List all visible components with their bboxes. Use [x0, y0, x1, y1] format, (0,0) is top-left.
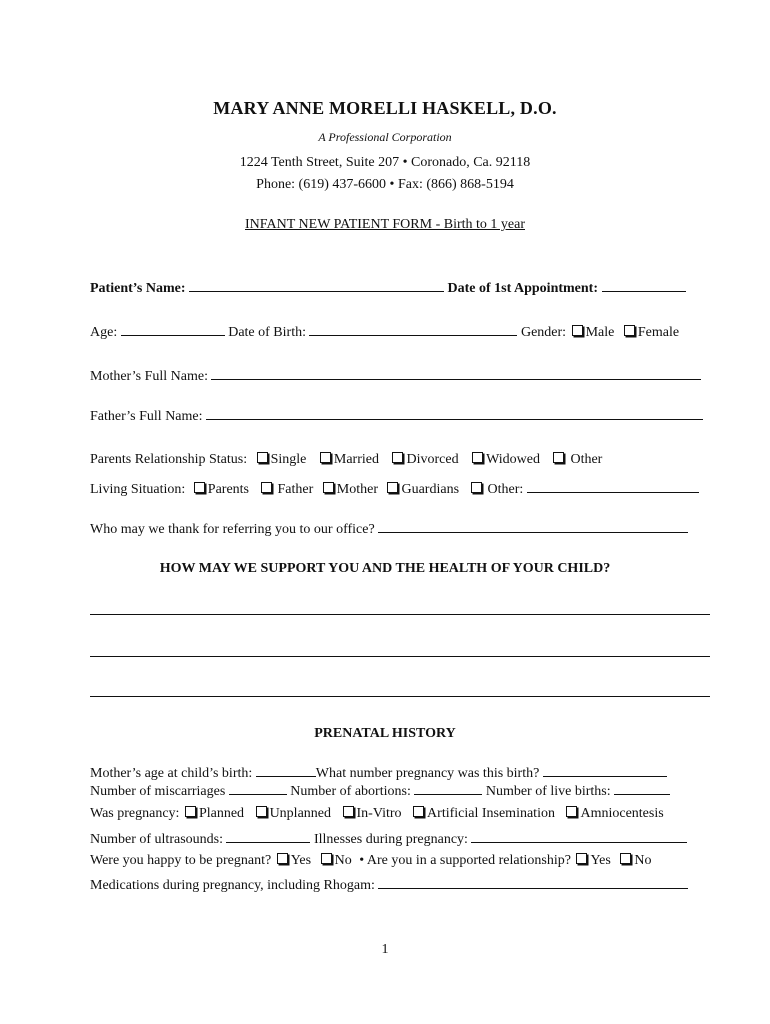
medications-field[interactable] [378, 876, 688, 889]
referral-row [90, 520, 720, 538]
supported-no-label: No [634, 853, 652, 868]
planned-label: Planned [198, 806, 245, 821]
divorced-label: Divorced [406, 452, 459, 467]
patient-name-field[interactable] [189, 279, 444, 292]
father-checkbox[interactable] [261, 482, 272, 493]
support-answer-line-2[interactable] [90, 656, 710, 657]
other-living-label: Other: [487, 482, 524, 497]
amniocentesis-checkbox[interactable] [566, 806, 577, 817]
patient-name-row [90, 279, 720, 297]
referral-label: Who may we thank for referring you to our office? [90, 522, 375, 537]
relationship-label: Parents Relationship Status: [90, 452, 248, 467]
mother-name-label: Mother’s Full Name: [90, 369, 208, 384]
planned-checkbox[interactable] [185, 806, 196, 817]
other-living-checkbox[interactable] [471, 482, 482, 493]
widowed-label: Widowed [486, 452, 540, 467]
medications-label: Medications during pregnancy, including Rhogam: [90, 878, 375, 893]
referral-field[interactable] [378, 520, 688, 533]
guardians-checkbox[interactable] [387, 482, 398, 493]
living-row [90, 480, 720, 498]
abortions-label: Number of abortions: [290, 784, 411, 799]
first-appointment-label: Date of 1st Appointment: [447, 281, 599, 296]
artificial-insemination-label: Artificial Insemination [427, 806, 555, 821]
first-appointment-field[interactable] [602, 279, 686, 292]
support-answer-line-1[interactable] [90, 614, 710, 615]
mother-age-row [90, 764, 720, 782]
practice-subtitle: A Professional Corporation [318, 130, 452, 144]
was-pregnancy-row [90, 806, 720, 822]
guardians-label: Guardians [401, 482, 460, 497]
single-checkbox[interactable] [257, 452, 268, 463]
age-dob-gender-row [90, 323, 720, 341]
father-name-row [90, 407, 720, 425]
mother-name-row [90, 367, 720, 385]
prenatal-heading: PRENATAL HISTORY [314, 726, 456, 741]
miscarriages-label: Number of miscarriages [90, 784, 226, 799]
miscarriages-row [90, 782, 720, 800]
miscarriages-field[interactable] [229, 782, 287, 795]
abortions-field[interactable] [414, 782, 482, 795]
age-field[interactable] [121, 323, 225, 336]
mother-age-field[interactable] [256, 764, 316, 777]
illnesses-label: Illnesses during pregnancy: [313, 832, 468, 847]
mother-checkbox[interactable] [323, 482, 334, 493]
practice-name: MARY ANNE MORELLI HASKELL, D.O. [213, 98, 557, 118]
was-pregnancy-label: Was pregnancy: [90, 806, 180, 821]
support-heading: HOW MAY WE SUPPORT YOU AND THE HEALTH OF YOUR CHILD? [159, 561, 611, 576]
other-relationship-label: Other [570, 452, 603, 467]
dob-label: Date of Birth: [228, 325, 306, 340]
happy-no-checkbox[interactable] [321, 853, 332, 864]
single-label: Single [270, 452, 307, 467]
relationship-row [90, 452, 720, 468]
happy-yes-checkbox[interactable] [277, 853, 288, 864]
ultrasounds-row [90, 830, 720, 848]
in-vitro-label: In-Vitro [356, 806, 402, 821]
mother-age-label: Mother’s age at child’s birth: [90, 766, 253, 781]
gender-label: Gender: [520, 325, 567, 340]
father-name-label: Father’s Full Name: [90, 409, 203, 424]
parents-label: Parents [207, 482, 249, 497]
supported-label: • Are you in a supported relationship? [359, 853, 571, 868]
form-title [0, 217, 770, 233]
living-label: Living Situation: [90, 482, 186, 497]
gender-male-checkbox[interactable] [572, 325, 583, 336]
gender-male-label: Male [585, 325, 615, 340]
unplanned-checkbox[interactable] [256, 806, 267, 817]
support-answer-line-3[interactable] [90, 696, 710, 697]
live-births-field[interactable] [614, 782, 670, 795]
mother-label: Mother [336, 482, 378, 497]
father-label: Father [277, 482, 314, 497]
father-name-field[interactable] [206, 407, 703, 420]
married-label: Married [333, 452, 379, 467]
happy-yes-label: Yes [290, 853, 312, 868]
practice-address: 1224 Tenth Street, Suite 207 • Coronado, Ca. 92118 [239, 155, 531, 170]
divorced-checkbox[interactable] [392, 452, 403, 463]
dob-field[interactable] [309, 323, 517, 336]
illnesses-field[interactable] [471, 830, 687, 843]
unplanned-label: Unplanned [269, 806, 331, 821]
live-births-label: Number of live births: [485, 784, 611, 799]
supported-no-checkbox[interactable] [620, 853, 631, 864]
other-relationship-checkbox[interactable] [553, 452, 564, 463]
supported-yes-label: Yes [590, 853, 611, 868]
age-label: Age: [90, 325, 118, 340]
form-title-text: INFANT NEW PATIENT FORM - Birth to 1 year [245, 217, 525, 232]
pregnancy-number-field[interactable] [543, 764, 667, 777]
practice-phone: Phone: (619) 437-6600 • Fax: (866) 868-5194 [256, 177, 514, 192]
mother-name-field[interactable] [211, 367, 701, 380]
in-vitro-checkbox[interactable] [343, 806, 354, 817]
page-number: 1 [381, 942, 389, 957]
widowed-checkbox[interactable] [472, 452, 483, 463]
ultrasounds-field[interactable] [226, 830, 310, 843]
married-checkbox[interactable] [320, 452, 331, 463]
other-living-field[interactable] [527, 480, 699, 493]
supported-yes-checkbox[interactable] [576, 853, 587, 864]
artificial-insemination-checkbox[interactable] [413, 806, 424, 817]
happy-row [90, 853, 720, 869]
happy-no-label: No [334, 853, 352, 868]
happy-label: Were you happy to be pregnant? [90, 853, 272, 868]
ultrasounds-label: Number of ultrasounds: [90, 832, 223, 847]
parents-checkbox[interactable] [194, 482, 205, 493]
pregnancy-number-label: What number pregnancy was this birth? [315, 766, 540, 781]
amniocentesis-label: Amniocentesis [580, 806, 664, 821]
medications-row [90, 876, 720, 894]
patient-name-label: Patient’s Name: [90, 281, 186, 296]
gender-female-checkbox[interactable] [624, 325, 635, 336]
gender-female-label: Female [637, 325, 680, 340]
